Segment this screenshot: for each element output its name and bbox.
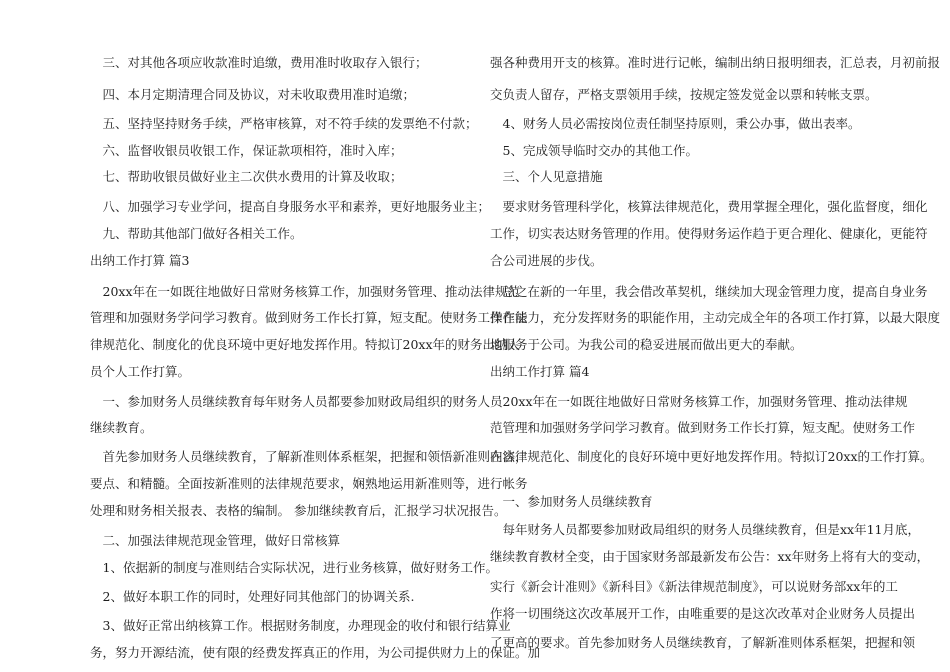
right-text-line: 每年财务人员都要参加财政局组织的财务人员继续教育，但是xx年11月底， <box>490 522 921 537</box>
left-text-line: 继续教育。 <box>90 420 153 435</box>
right-text-line: 地服务于公司。为我公司的稳妥进展而做出更大的奉献。 <box>490 337 803 352</box>
right-text-line: 范管理和加强财务学问学习教育。做到财务工作长打算，短支配。使财务工作 <box>490 420 916 435</box>
right-text-line: 合公司进展的步伐。 <box>490 253 603 268</box>
right-text-line: 了更高的要求。首先参加财务人员继续教育，了解新准则体系框架，把握和领 <box>490 635 916 650</box>
left-text-line: 八、加强学习专业学问，提高自身服务水平和素养，更好地服务业主； <box>90 199 491 214</box>
right-text-line: 在法律规范化、制度化的良好环境中更好地发挥作用。特拟订20xx的工作打算。 <box>490 449 933 464</box>
right-text-line: 强各种费用开支的核算。准时进行记帐，编制出纳日报明细表，汇总表，月初前报 <box>490 55 941 70</box>
left-text-line: 20xx年在一如既往地做好日常财务核算工作，加强财务管理、推动法律规范 <box>90 284 521 299</box>
left-text-line: 员个人工作打算。 <box>90 364 191 379</box>
left-text-line: 律规范化、制度化的优良环境中更好地发挥作用。特拟订20xx年的财务出纳人 <box>90 337 521 352</box>
right-text-line: 4、财务人员必需按岗位责任制坚持原则，秉公办事，做出表率。 <box>490 116 861 131</box>
left-text-line: 管理和加强财务学问学习教育。做到财务工作长打算，短支配。使财务工作在法 <box>90 310 528 325</box>
left-text-line: 九、帮助其他部门做好各相关工作。 <box>90 226 303 241</box>
left-text-line: 3、做好正常出纳核算工作。根据财务制度，办理现金的收付和银行结算业 <box>90 618 511 633</box>
right-text-line: 一、参加财务人员继续教育 <box>490 494 653 509</box>
left-text-line: 处理和财务相关报表、表格的编制。 参加继续教育后，汇报学习状况报告。 <box>90 503 507 518</box>
left-text-line: 四、本月定期清理合同及协议，对未收取费用准时追缴； <box>90 87 416 102</box>
left-text-line: 二、加强法律规范现金管理，做好日常核算 <box>90 533 341 548</box>
left-text-line: 一、参加财务人员继续教育每年财务人员都要参加财政局组织的财务人员 <box>90 394 503 409</box>
right-text-line: 继续教育教材全变，由于国家财务部最新发布公告：xx年财务上将有大的变动， <box>490 549 930 564</box>
right-text-line: 实行《新会计准则》《新科目》《新法律规范制度》，可以说财务部xx年的工 <box>490 579 898 594</box>
left-text-line: 务，努力开源结流，使有限的经费发挥真正的作用，为公司提供财力上的保证。加 <box>90 645 541 660</box>
right-text-line: 操作能力，充分发挥财务的职能作用，主动完成全年的各项工作打算，以最大限度 <box>490 310 941 325</box>
left-text-line: 六、监督收银员收银工作，保证款项相符，准时入库； <box>90 143 403 158</box>
right-text-line: 总之在新的一年里，我会借改革契机，继续加大现金管理力度，提高自身业务 <box>490 284 928 299</box>
right-text-line: 5、完成领导临时交办的其他工作。 <box>490 143 698 158</box>
left-text-line: 2、做好本职工作的同时，处理好同其他部门的协调关系. <box>90 589 415 604</box>
right-text-line: 作将一切围绕这次改革展开工作，由唯重要的是这次改革对企业财务人员提出 <box>490 606 916 621</box>
right-text-line: 交负责人留存，严格支票领用手续，按规定签发觉金以票和转帐支票。 <box>490 87 878 102</box>
right-text-line: 工作，切实表达财务管理的作用。使得财务运作趋于更合理化、健康化，更能符 <box>490 226 928 241</box>
left-text-line: 五、坚持坚持财务手续，严格审核算，对不符手续的发票绝不付款； <box>90 116 478 131</box>
left-text-line: 要点、和精髓。全面按新准则的法律规范要求，娴熟地运用新准则等，进行帐务 <box>90 476 528 491</box>
left-text-line: 七、帮助收银员做好业主二次供水费用的计算及收取； <box>90 169 403 184</box>
right-text-line: 三、个人见意措施 <box>490 169 603 184</box>
left-text-line: 出纳工作打算 篇3 <box>90 253 190 268</box>
left-text-line: 三、对其他各项应收款准时追缴，费用准时收取存入银行； <box>90 55 428 70</box>
left-text-line: 首先参加财务人员继续教育，了解新准则体系框架，把握和领悟新准则内容， <box>90 449 528 464</box>
right-text-line: 要求财务管理科学化，核算法律规范化，费用掌握全理化，强化监督度，细化 <box>490 199 928 214</box>
right-text-line: 20xx年在一如既往地做好日常财务核算工作，加强财务管理、推动法律规 <box>490 394 908 409</box>
right-text-line: 出纳工作打算 篇4 <box>490 364 590 379</box>
left-text-line: 1、依据新的制度与准则结合实际状况，进行业务核算，做好财务工作。 <box>90 560 498 575</box>
